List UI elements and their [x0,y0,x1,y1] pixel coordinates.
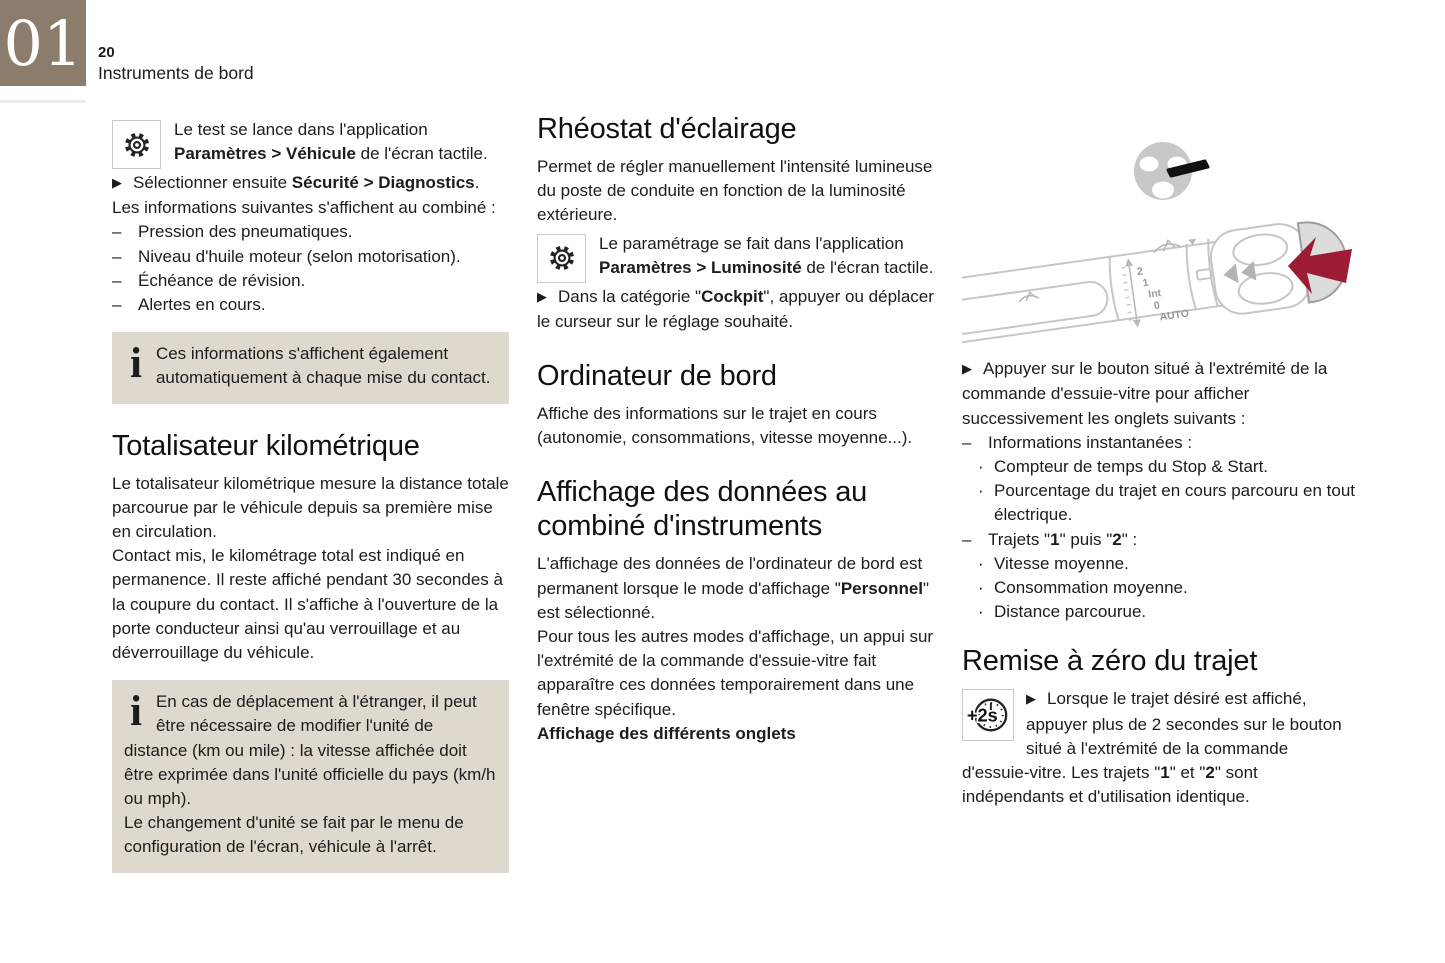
column-2 [537,112,934,746]
text: de l'écran tactile. [801,257,934,277]
gear-icon [545,241,579,275]
bold-text: 2 [1205,763,1215,783]
paragraph: Permet de régler manuellement l'intensité lumineuse du poste de conduite en fonction de la luminosité extérieure. [537,157,933,225]
paragraph: Contact mis, le kilométrage total est indiqué en permanence. Il reste affiché pendant 30 secondes à la coupure du contact. Il s'affiche à l'ouverture de la porte conducteur ainsi qu'au verrouillage et au déverrouillage du véhicule. [112,546,503,663]
action-step [962,357,1359,431]
text: L'affichage des données de l'ordinateur de bord est permanent lorsque le mode d'affichage " [537,554,923,598]
list-item-text: Informations instantanées : [988,432,1193,452]
text: " puis " [1059,529,1113,549]
list-item [112,269,509,293]
paragraph: Affiche des informations sur le trajet en cours (autonomie, consommations, vitesse moyenne...). [537,404,913,448]
dot-marker: · [978,553,984,573]
text: " sont indépendants et d'utilisation identique. [962,763,1258,807]
press-2s-clock-icon [965,692,1011,738]
sub-item-text: Consommation moyenne. [994,578,1188,598]
info-icon: i [130,688,142,736]
bold-text: Paramètres > Véhicule [174,144,356,164]
list-item-text: Niveau d'huile moteur (selon motorisation). [138,246,461,266]
dot-sub-list [962,455,1359,528]
text: " : [1121,529,1138,549]
press-2s-label: +2s [966,706,998,727]
section-heading: Affichage des données au combiné d'instruments [537,476,868,543]
wiper-stalk-illustration [962,126,1359,357]
info-icon: i [130,340,142,388]
sub-list-item [978,479,1359,527]
dash-marker: – [112,246,122,266]
sub-list-item [978,455,1359,479]
dash-marker: – [112,270,122,290]
dot-marker: · [978,578,984,598]
paragraph [537,552,934,625]
dash-marker: – [962,432,972,452]
action-arrow-icon: ▶ [1026,691,1036,707]
list-item-text: Alertes en cours. [138,295,266,315]
text: de l'écran tactile. [355,144,488,164]
list-item [962,431,1359,455]
sub-list-item [978,576,1359,600]
text: Lorsque le trajet désiré est affiché, appuyer plus de 2 secondes sur le bouton situé à l'extrémité de la commande d'essuie-vitre. Les trajets " [962,689,1342,783]
gear-icon [120,128,154,162]
bold-text: Sécurité > Diagnostics [291,173,475,192]
dot-marker: · [978,457,984,477]
text: Sélectionner ensuite [133,173,292,192]
dot-marker: · [978,602,984,622]
paragraph: Le totalisateur kilométrique mesure la distance totale parcourue par le véhicule depuis sa première mise en circulation. [112,473,509,542]
sub-list-item [978,552,1359,576]
column-3 [962,126,1359,809]
chapter-divider [0,100,86,103]
section-heading: Ordinateur de bord [537,360,777,393]
chapter-number-box [0,0,86,86]
note-text [112,118,509,166]
stalk-label: Int [1147,287,1162,301]
sub-item-text: Vitesse moyenne. [994,553,1129,573]
dash-marker: – [962,529,972,549]
action-arrow-icon: ▶ [537,288,547,304]
settings-icon-box [537,234,586,283]
dash-marker: – [112,222,122,242]
sub-heading: Affichage des différents onglets [537,723,796,743]
text: Le paramétrage se fait dans l'application [599,233,904,253]
dot-sub-list [962,552,1359,625]
text: " et " [1169,763,1206,783]
steering-wheel-icon [1134,142,1208,200]
section-heading: Remise à zéro du trajet [962,645,1258,678]
action-step [537,285,934,334]
chapter-title: Instruments de bord [98,63,254,83]
paragraph: Pour tous les autres modes d'affichage, un appui sur l'extrémité de la commande d'essuie-vitre fait apparaître ces données temporairement dans une fenêtre spécifique. [537,627,934,719]
stalk-label: 2 [1136,265,1144,279]
bold-text: Cockpit [701,286,764,306]
list-item-text: Pression des pneumatiques. [138,222,353,242]
text: Dans la catégorie " [558,286,702,306]
note-text [537,232,934,280]
action-step [112,171,509,196]
list-item [112,220,509,244]
text: Trajets " [988,529,1051,549]
sub-item-text: Compteur de temps du Stop & Start. [994,457,1269,477]
stalk-label: 1 [1141,276,1150,290]
bold-text: 1 [1050,529,1060,549]
action-arrow-icon: ▶ [112,175,122,190]
bold-text: Personnel [840,578,924,598]
list-item [962,528,1359,552]
bold-text: 1 [1160,763,1170,783]
settings-note [537,232,934,280]
text: Le test se lance dans l'application [174,120,428,139]
text: " est sélectionné. [537,578,930,622]
info-box [112,680,509,872]
sub-item-text: Pourcentage du trajet en cours parcouru en tout électrique. [994,481,1356,525]
text: . [474,173,480,192]
bold-text: 2 [1112,529,1122,549]
list-item [112,245,509,269]
settings-icon-box [112,120,161,169]
stalk-label: AUTO [1158,307,1190,324]
info-text: Le changement d'unité se fait par le menu de configuration de l'écran, véhicule à l'arrêt. [124,813,464,857]
bold-text: Paramètres > Luminosité [599,257,802,277]
sub-item-text: Distance parcourue. [994,602,1147,622]
stalk-body [962,215,1352,350]
chapter-number: 01 [3,6,83,80]
dash-marker: – [112,295,122,315]
section-heading: Totalisateur kilométrique [112,429,420,462]
action-arrow-icon: ▶ [962,361,972,377]
dash-list [112,220,509,317]
text: ", appuyer ou déplacer le curseur sur le réglage souhaité. [537,286,934,331]
paragraph: Les informations suivantes s'affichent au combiné : [112,198,496,218]
text: Appuyer sur le bouton situé à l'extrémité de la commande d'essuie-vitre pour afficher successivement les onglets suivants : [962,359,1328,428]
info-text: En cas de déplacement à l'étranger, il peut être nécessaire de modifier l'unité de distance (km ou mile) : la vitesse affichée doit être exprimée dans l'unité officielle du pays (km/h ou mph). [124,692,496,809]
stalk-label: 0 [1153,299,1161,313]
list-item [112,293,509,317]
list-item-text: Échéance de révision. [138,270,306,290]
dot-marker: · [978,481,984,501]
info-box [112,332,509,403]
info-text: Ces informations s'affichent également automatiquement à chaque mise du contact. [155,344,491,388]
timer-icon-box [962,689,1014,741]
sub-list-item [978,600,1359,624]
dash-list [962,431,1359,625]
section-heading: Rhéostat d'éclairage [537,113,797,145]
page-header [98,44,254,84]
page-number: 20 [98,44,115,61]
settings-note [112,118,509,166]
trip-reset-note [962,687,1359,809]
column-1 [112,114,509,873]
action-step [962,687,1359,809]
list-item-text [988,528,1359,552]
